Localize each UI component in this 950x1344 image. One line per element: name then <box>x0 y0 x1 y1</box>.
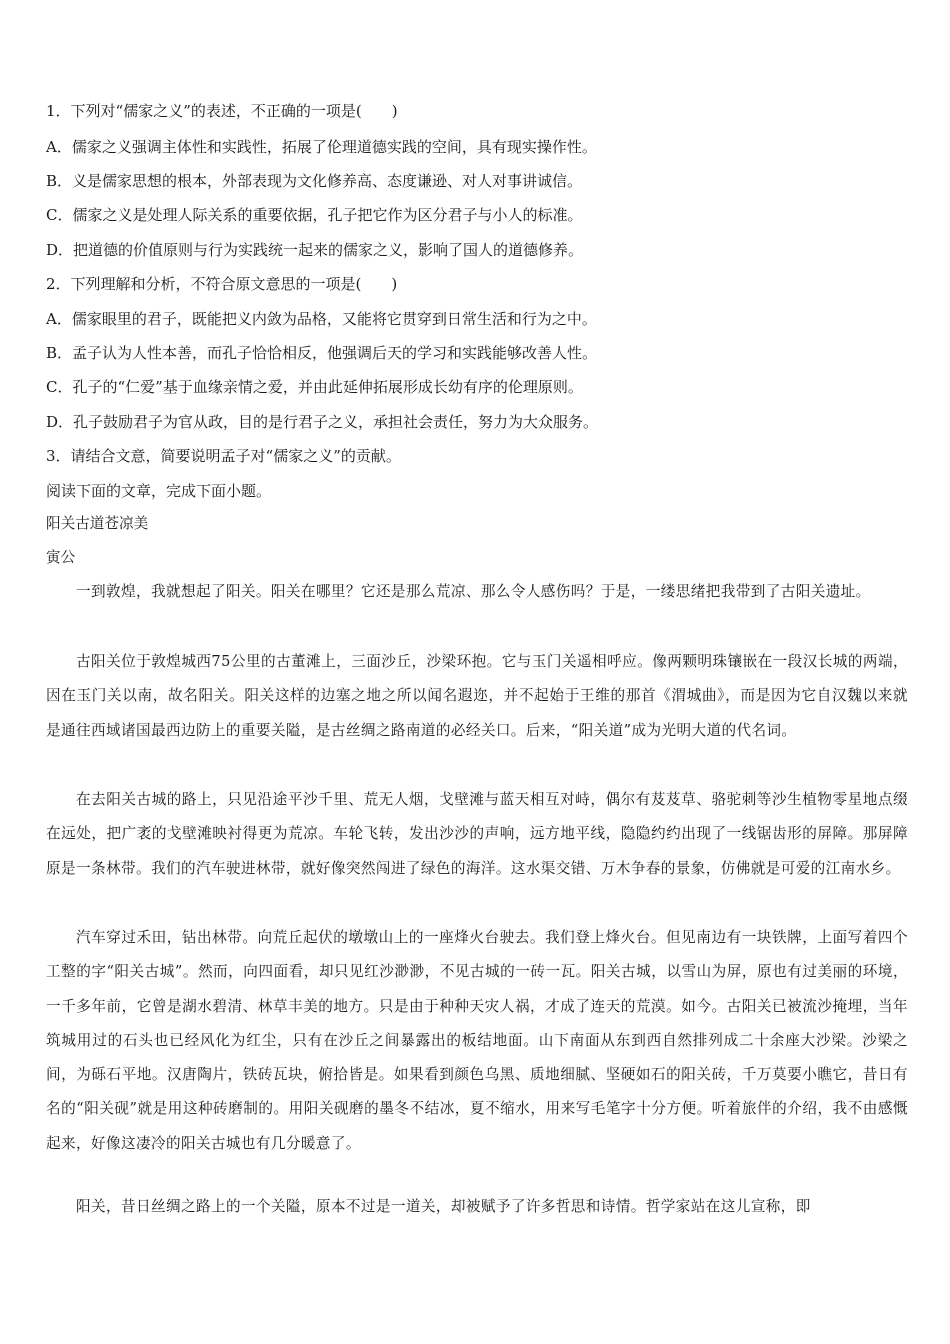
question-1-stem: 1．下列对“儒家之义”的表述，不正确的一项是( ) <box>46 102 398 120</box>
article-paragraph: 古阳关位于敦煌城西75公里的古董滩上，三面沙丘，沙梁环抱。它与玉门关遥相呼应。像两颗明珠镶嵌在一段汉长城的两端，因在玉门关以南，故名阳关。阳关这样的边塞之地之所以闻名遐迩，并不起始于王维的那首《渭城曲》，而是因为它自汉魏以来就是通往西域诸国最西边防上的重要关隘，是古丝绸之路南道的必经关口。后来，“阳关道”成为光明大道的代名词。 <box>46 653 908 739</box>
reading-instruction: 阅读下面的文章，完成下面小题。 <box>46 482 272 500</box>
article-paragraph: 在去阳关古城的路上，只见沿途平沙千里、荒无人烟，戈壁滩与蓝天相互对峙，偶尔有芨芨草、骆驼刺等沙生植物零星地点缀在远处，把广袤的戈壁滩映衬得更为荒凉。车轮飞转，发出沙沙的声响，远方地平线，隐隐约约出现了一线锯齿形的屏障。那屏障原是一条林带。我们的汽车驶进林带，就好像突然闯进了绿色的海洋。这水渠交错、万木争春的景象，仿佛就是可爱的江南水乡。 <box>46 791 908 877</box>
article-title: 阳关古道苍凉美 <box>46 515 149 532</box>
question-1-option-d: D．把道德的价值原则与行为实践统一起来的儒家之义，影响了国人的道德修养。 <box>46 241 584 259</box>
question-3-stem: 3．请结合文意，简要说明孟子对“儒家之义”的贡献。 <box>46 447 401 465</box>
question-2-option-b: B．孟子认为人性本善，而孔子恰恰相反，他强调后天的学习和实践能够改善人性。 <box>46 344 598 362</box>
question-1-option-c: C．儒家之义是处理人际关系的重要依据，孔子把它作为区分君子与小人的标准。 <box>46 206 583 224</box>
question-2-option-a: A．儒家眼里的君子，既能把义内敛为品格，又能将它贯穿到日常生活和行为之中。 <box>46 310 597 328</box>
article-paragraph: 汽车穿过禾田，钻出林带。向荒丘起伏的墩墩山上的一座烽火台驶去。我们登上烽火台。但见南边有一块铁牌，上面写着四个工整的字“阳关古城”。然而，向四面看，却只见红沙渺渺，不见古城的一砖一瓦。阳关古城，以雪山为屏，原也有过美丽的环境，一千多年前，它曾是湖水碧清、林草丰美的地方。只是由于种种天灾人祸，才成了连天的荒漠。如今。古阳关已被流沙掩埋，当年筑城用过的石头也已经风化为红尘，只有在沙丘之间暴露出的板结地面。山下南面从东到西自然排列成二十余座大沙梁。沙梁之间，为砾石平地。汉唐陶片，铁砖瓦块，俯拾皆是。如果看到颜色乌黑、质地细腻、坚硬如石的阳关砖，千万莫要小瞧它，昔日有名的“阳关砚”就是用这种砖磨制的。用阳关砚磨的墨冬不结冰，夏不缩水，用来写毛笔字十分方便。听着旅伴的介绍，我不由感慨起来，好像这凄冷的阳关古城也有几分暖意了。 <box>46 929 908 1152</box>
article-author: 寅公 <box>46 549 76 566</box>
question-2-option-c: C．孔子的“仁爱”基于血缘亲情之爱，并由此延伸拓展形成长幼有序的伦理原则。 <box>46 378 583 396</box>
article-paragraph: 阳关，昔日丝绸之路上的一个关隘，原本不过是一道关，却被赋予了许多哲思和诗情。哲学家站在这儿宣称，即 <box>76 1198 811 1215</box>
question-2-option-d: D．孔子鼓励君子为官从政，目的是行君子之义，承担社会责任，努力为大众服务。 <box>46 413 599 431</box>
article-paragraph: 一到敦煌，我就想起了阳关。阳关在哪里？它还是那么荒凉、那么令人感伤吗？于是，一缕思绪把我带到了古阳关遗址。 <box>76 583 871 600</box>
question-1-option-b: B．义是儒家思想的根本，外部表现为文化修养高、态度谦逊、对人对事讲诚信。 <box>46 172 583 190</box>
question-2-stem: 2．下列理解和分析，不符合原文意思的一项是( ) <box>46 275 398 293</box>
question-1-option-a: A．儒家之义强调主体性和实践性，拓展了伦理道德实践的空间，具有现实操作性。 <box>46 138 597 156</box>
